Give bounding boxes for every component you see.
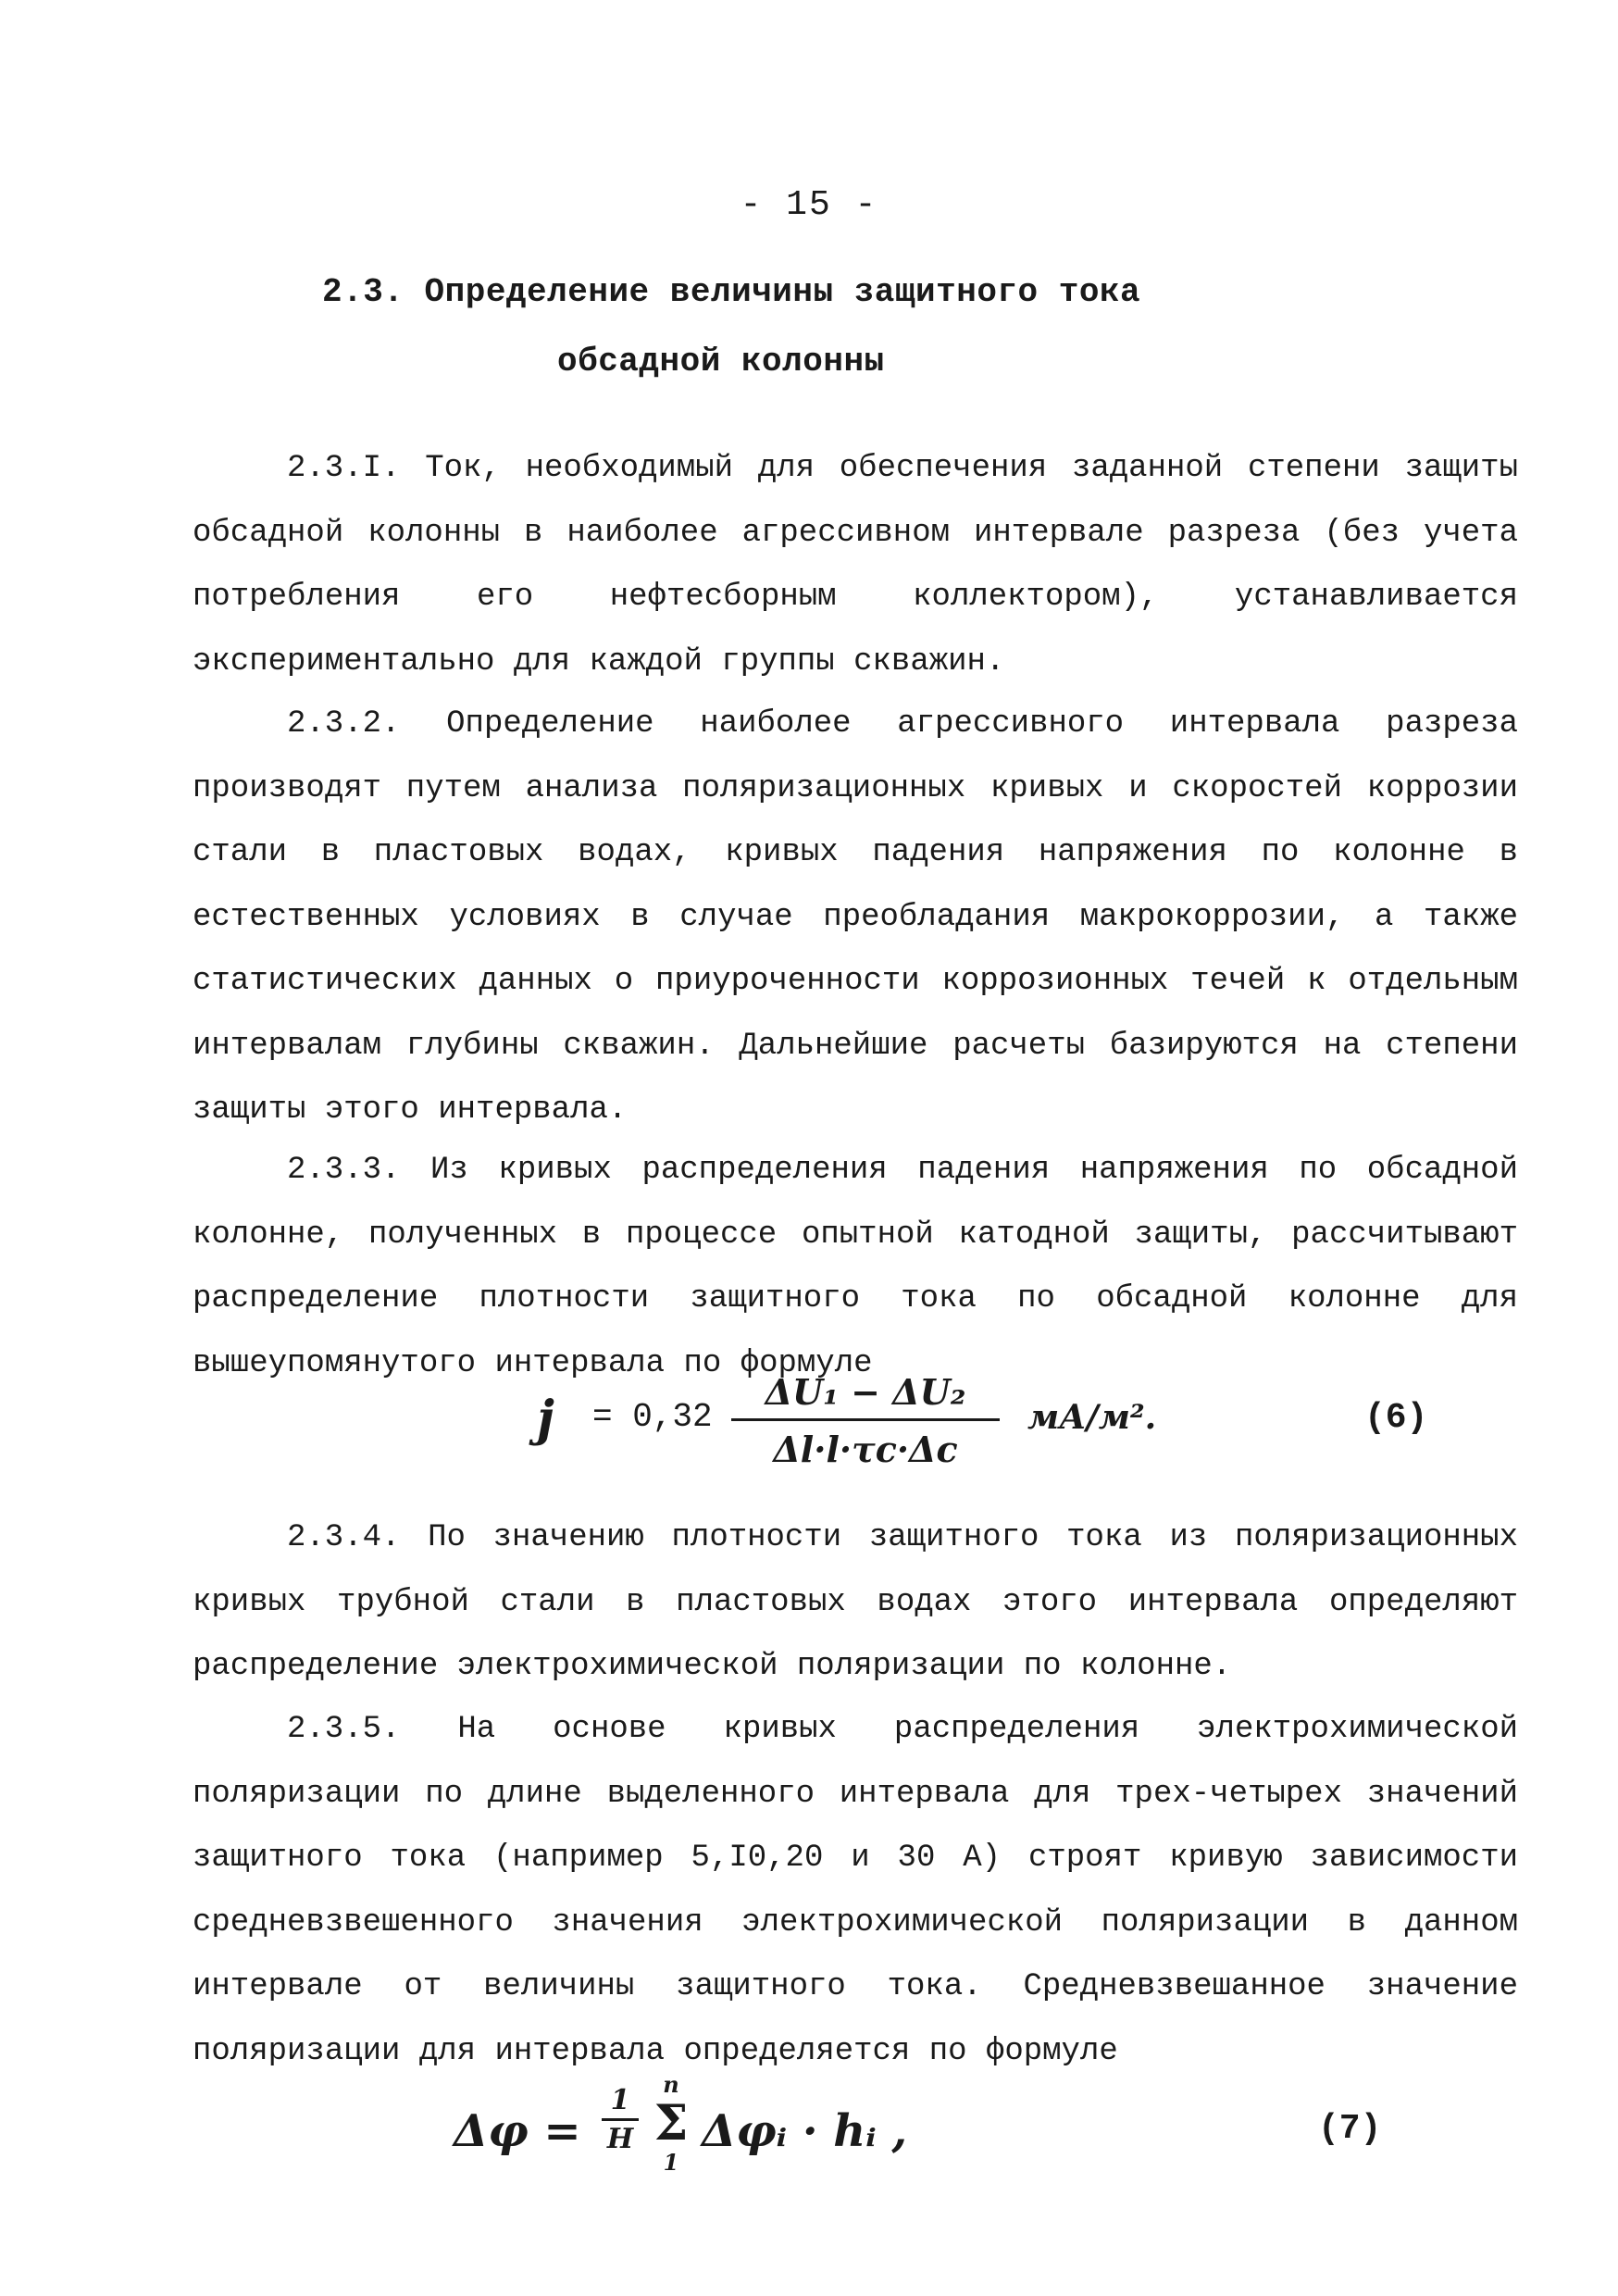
formula-6-coefficient: = 0,32 bbox=[592, 1398, 713, 1436]
formula-7-rhs: Δφᵢ · hᵢ , bbox=[702, 2105, 908, 2157]
formula-6-units: мА/м². bbox=[1027, 1398, 1157, 1437]
formula-7-sum-upper-limit: n bbox=[663, 2071, 679, 2098]
formula-6-fraction bbox=[731, 1370, 1000, 1473]
formula-7-fraction-numerator: 1 bbox=[610, 2084, 630, 2116]
paragraph-2-3-5: 2.3.5. На основе кривых распределения электрохимической поляризации по длине выделенного интервала для трех-четырех значений защитного тока (например 5,I0,20 и 30 А) строят кривую зависимости средневзвешенного значения электрохимической поляризации в данном интервале от величины защитного тока. Средневзвешанное значение поляризации для интервала определяется по формуле bbox=[193, 1712, 1518, 2069]
paragraph-2-3-4: 2.3.4. По значению плотности защитного тока из поляризационных кривых трубной стали в пластовых водах этого интервала определяют распределение электрохимической поляризации по колонне. bbox=[193, 1520, 1518, 1684]
formula-6-numerator: ΔU₁ − ΔU₂ bbox=[765, 1371, 966, 1413]
section-title-line2: обсадной колонны bbox=[557, 343, 885, 381]
paragraph-2-3-1: 2.3.I. Ток, необходимый для обеспечения заданной степени защиты обсадной колонны в наиболее агрессивном интервале разреза (без учета потребления его нефтесборным коллектором), устанавливается экспериментально для каждой группы скважин. bbox=[193, 451, 1518, 680]
page-number: - 15 - bbox=[740, 185, 878, 225]
formula-6-lhs: j bbox=[537, 1391, 554, 1447]
paragraph-2-3-3: 2.3.3. Из кривых распределения падения напряжения по обсадной колонне, полученных в процессе опытной катодной защиты, рассчитывают распределение плотности защитного тока по обсадной колонне для вышеупомянутого интервала по формуле bbox=[193, 1153, 1518, 1381]
formula-7-fraction bbox=[602, 2085, 639, 2156]
formula-6-number: (6) bbox=[1364, 1398, 1428, 1438]
formula-6-denominator: Δl·l·τc·Δc bbox=[773, 1429, 958, 1470]
formula-7-number: (7) bbox=[1318, 2109, 1382, 2149]
paragraph-2-3-2: 2.3.2. Определение наиболее агрессивного интервала разреза производят путем анализа поляризационных кривых и скоростей коррозии стали в пластовых водах, кривых падения напряжения по колонне в естественных условиях в случае преобладания макрокоррозии, а также статистических данных о приуроченности коррозионных течей к отдельным интервалам глубины скважин. Дальнейшие расчеты базируются на степени защиты этого интервала. bbox=[193, 706, 1518, 1128]
formula-7-lhs: Δφ = bbox=[454, 2105, 581, 2157]
formula-7 bbox=[0, 2072, 1618, 2192]
formula-7-fraction-denominator: H bbox=[606, 2123, 634, 2155]
formula-7-summation bbox=[648, 2072, 694, 2176]
formula-6 bbox=[0, 1370, 1618, 1491]
formula-7-fraction-bar bbox=[602, 2118, 639, 2121]
section-title-line1: 2.3. Определение величины защитного тока bbox=[322, 273, 1141, 311]
formula-7-sigma-symbol: Σ bbox=[653, 2095, 689, 2152]
formula-6-fraction-bar bbox=[731, 1418, 1000, 1421]
formula-7-sum-lower-limit: 1 bbox=[663, 2149, 679, 2176]
